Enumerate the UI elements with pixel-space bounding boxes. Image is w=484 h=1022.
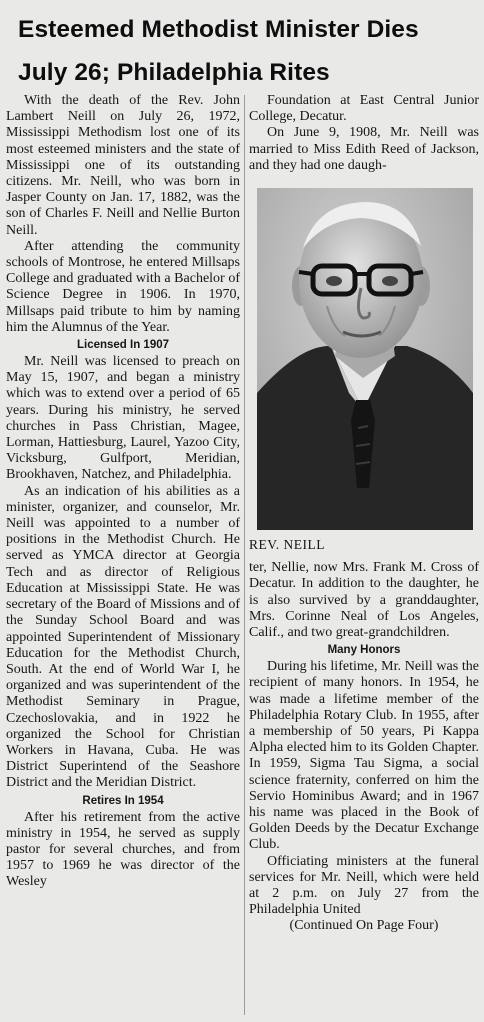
left-column	[6, 93, 240, 891]
paragraph: Officiating ministers at the funeral services for Mr. Neill, which were held at 2 p.m. on July 27 from the Philadelphia United	[249, 853, 479, 918]
paragraph: ter, Nellie, now Mrs. Frank M. Cross of Decatur. In addition to the daughter, he is also survived by a granddaughter, Mrs. Corinne Neal of Los Angeles, Calif., and two great-grandchildren.	[249, 560, 479, 641]
column-divider	[244, 95, 245, 1015]
paragraph: As an indication of his abilities as a minister, organizer, and counselor, Mr. Neill was appointed to a number of positions in the Methodist Church. He served as YMCA director at Georgia Tech and as director of Religious Education at Mississippi State. He was secretary of the Board of Missions and of the Sunday School Board and was appointed Superintendent of Missionary Education for the Methodist Church, South. At the end of World War I, he organized and was superintendent of the Methodist Seminary in Prague, Czechoslovakia, and in 1922 he organized the School for Christian Workers in Havana, Cuba. He was District Superintend of the Seashore District and the Meridian District.	[6, 483, 240, 791]
paragraph: On June 9, 1908, Mr. Neill was married to Miss Edith Reed of Jackson, and they had one daugh-	[249, 125, 479, 173]
headline	[18, 8, 478, 94]
paragraph: After attending the community schools of Montrose, he entered Millsaps College and graduated with a Bachelor of Science Degree in 1906. In 1970, Millsaps paid tribute to him by naming him the Alumnus of the Year.	[6, 238, 240, 335]
portrait-illustration	[257, 188, 473, 530]
paragraph: Foundation at East Central Junior College, Decatur.	[249, 93, 479, 125]
paragraph: During his lifetime, Mr. Neill was the recipient of many honors. In 1954, he was made a lifetime member of the Philadelphia Rotary Club. In 1955, after a membership of 50 years, Pi Kappa Alpha elected him to its Golden Chapter. In 1959, Sigma Tau Sigma, a social science fraternity, conferred on him the Servio Hominibus Award; and in 1967 his name was placed in the Book of Golden Deeds by the Decatur Exchange Club.	[249, 659, 479, 853]
paragraph: With the death of the Rev. John Lambert Neill on July 26, 1972, Mississippi Methodism lost one of its most esteemed ministers and the state of Mississippi one of its outstanding citizens. Mr. Neill, who was born in Jasper County on Jan. 17, 1882, was the son of Charles F. Neill and Nellie Burton Neill.	[6, 93, 240, 238]
paragraph: After his retirement from the active ministry in 1954, he served as supply pastor for several churches, and from 1957 to 1969 he was director of the Wesley	[6, 809, 240, 890]
photo-caption: REV. NEILL	[249, 537, 325, 553]
paragraph: Mr. Neill was licensed to preach on May 15, 1907, and began a ministry which was to extend over a period of 65 years. During his ministry, he served churches in Pass Christian, Magee, Lorman, Hattiesburg, Laurel, Yazoo City, Vicksburg, Gulfport, Meridian, Brookhaven, Natchez, and Philadelphia.	[6, 354, 240, 483]
portrait-photo	[257, 188, 473, 530]
headline-line-2: July 26; Philadelphia Rites	[18, 59, 330, 86]
subheading-retires: Retires In 1954	[82, 794, 164, 807]
headline-line-1: Esteemed Methodist Minister Dies	[18, 16, 419, 43]
right-column	[249, 93, 479, 935]
continued-notice: (Continued On Page Four)	[289, 918, 439, 934]
subheading-licensed: Licensed In 1907	[76, 339, 170, 352]
subheading-honors: Many Honors	[327, 644, 401, 657]
